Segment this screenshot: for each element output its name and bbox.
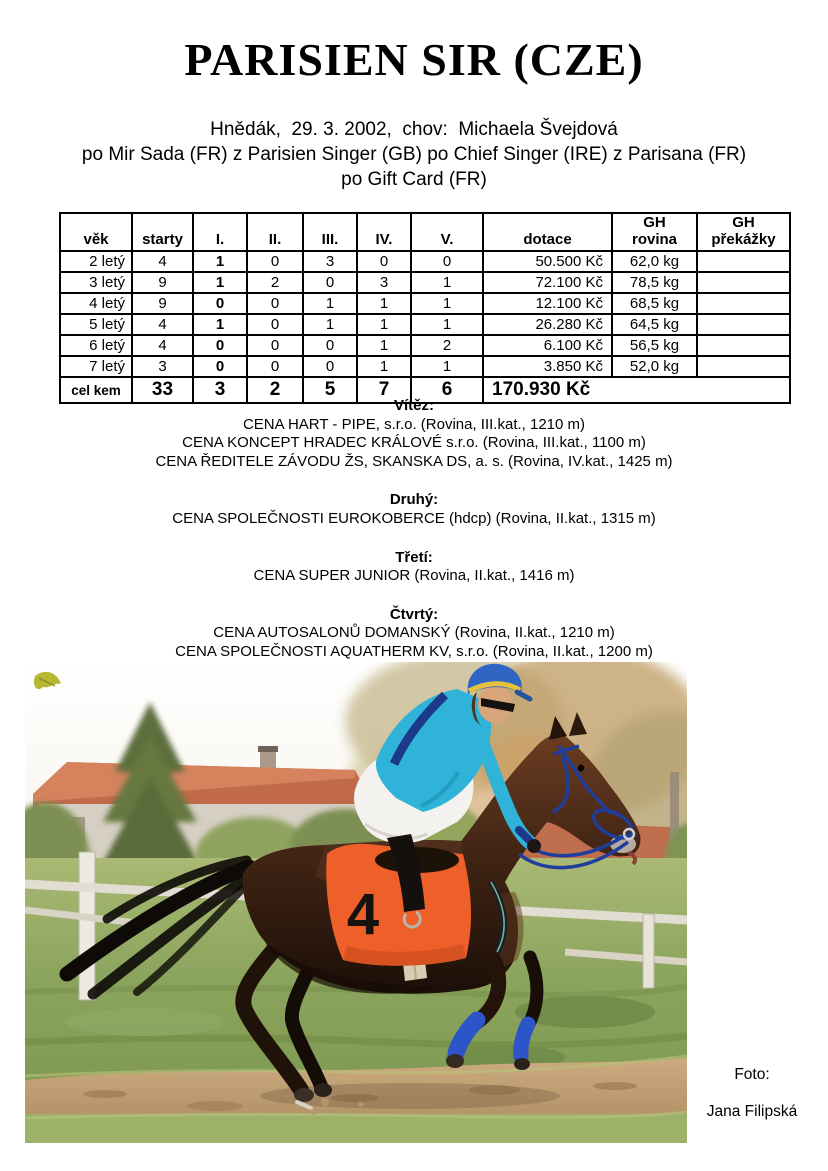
total-first: 3 bbox=[193, 377, 247, 403]
stats-cell: 0 bbox=[247, 251, 303, 272]
section-vitez bbox=[0, 397, 828, 471]
total-label: cel kem bbox=[60, 377, 132, 403]
stats-cell: 0 bbox=[247, 335, 303, 356]
section-ctvrty bbox=[0, 606, 828, 662]
col-header-starty: starty bbox=[132, 213, 193, 251]
total-fifth: 6 bbox=[411, 377, 483, 403]
stats-cell: 1 bbox=[303, 293, 357, 314]
race-results bbox=[0, 397, 828, 662]
stats-cell: 3 letý bbox=[60, 272, 132, 293]
photo-credit bbox=[688, 1066, 816, 1121]
stats-cell: 0 bbox=[193, 335, 247, 356]
pedigree-subtitle bbox=[0, 117, 828, 192]
subtitle-line: Hnědák, 29. 3. 2002, chov: Michaela Švejdová bbox=[210, 119, 618, 140]
stats-cell: 0 bbox=[411, 251, 483, 272]
stats-cell: 0 bbox=[303, 272, 357, 293]
stats-cell: 1 bbox=[193, 272, 247, 293]
photo-credit-name: Jana Filipská bbox=[706, 1103, 798, 1120]
stats-row bbox=[60, 314, 790, 335]
stats-cell: 2 bbox=[247, 272, 303, 293]
section-heading: Třetí: bbox=[395, 548, 433, 566]
stats-cell: 0 bbox=[303, 356, 357, 377]
horse-photo bbox=[25, 662, 687, 1143]
photo-credit-label: Foto: bbox=[734, 1066, 770, 1083]
page-title: PARISIEN SIR (CZE) bbox=[184, 34, 644, 85]
stats-rows bbox=[60, 251, 790, 377]
stats-cell bbox=[697, 272, 790, 293]
col-header-fifth: V. bbox=[411, 213, 483, 251]
stats-cell: 12.100 Kč bbox=[483, 293, 612, 314]
stats-row bbox=[60, 293, 790, 314]
stats-cell: 1 bbox=[357, 314, 411, 335]
stats-cell: 7 letý bbox=[60, 356, 132, 377]
horse-eye bbox=[578, 765, 585, 772]
total-third: 5 bbox=[303, 377, 357, 403]
stats-cell: 0 bbox=[247, 314, 303, 335]
stats-cell: 0 bbox=[193, 293, 247, 314]
col-header-fourth: IV. bbox=[357, 213, 411, 251]
stats-cell: 6 letý bbox=[60, 335, 132, 356]
stats-cell: 26.280 Kč bbox=[483, 314, 612, 335]
stats-cell: 0 bbox=[303, 335, 357, 356]
stats-cell bbox=[697, 335, 790, 356]
stats-cell: 1 bbox=[303, 314, 357, 335]
stats-cell: 0 bbox=[357, 251, 411, 272]
stats-cell: 3 bbox=[132, 356, 193, 377]
stats-cell: 6.100 Kč bbox=[483, 335, 612, 356]
stats-cell: 1 bbox=[411, 272, 483, 293]
col-header-second: II. bbox=[247, 213, 303, 251]
saddle-cloth-number: 4 bbox=[346, 882, 380, 947]
section-druhy bbox=[0, 491, 828, 528]
stats-cell: 50.500 Kč bbox=[483, 251, 612, 272]
col-header-third: III. bbox=[303, 213, 357, 251]
section-heading: Vítěz: bbox=[393, 397, 434, 414]
stats-header bbox=[60, 213, 790, 251]
col-header-vek: věk bbox=[60, 213, 132, 251]
stats-cell: 2 letý bbox=[60, 251, 132, 272]
stats-cell: 72.100 Kč bbox=[483, 272, 612, 293]
stats-cell: 5 letý bbox=[60, 314, 132, 335]
gh-label: GH bbox=[732, 214, 755, 231]
career-stats-table bbox=[59, 212, 791, 404]
stats-cell: 1 bbox=[411, 293, 483, 314]
section-treti bbox=[0, 549, 828, 586]
stats-cell: 4 letý bbox=[60, 293, 132, 314]
stats-cell: 0 bbox=[193, 356, 247, 377]
stats-cell: 1 bbox=[193, 314, 247, 335]
stats-cell: 2 bbox=[411, 335, 483, 356]
total-fourth: 7 bbox=[357, 377, 411, 403]
stats-cell: 52,0 kg bbox=[612, 356, 697, 377]
stats-cell: 4 bbox=[132, 251, 193, 272]
stats-cell: 62,0 kg bbox=[612, 251, 697, 272]
prekazky-label: překážky bbox=[711, 231, 776, 248]
subtitle-line: po Mir Sada (FR) z Parisien Singer (GB) po Chief Singer (IRE) z Parisana (FR) bbox=[81, 144, 747, 165]
rovina-label: rovina bbox=[631, 231, 677, 248]
section-heading: Druhý: bbox=[389, 491, 439, 509]
race-line: CENA SUPER JUNIOR (Rovina, II.kat., 1416 m) bbox=[253, 567, 575, 585]
stats-cell: 56,5 kg bbox=[612, 335, 697, 356]
race-line: CENA AUTOSALONŮ DOMANSKÝ (Rovina, II.kat., 1210 m) bbox=[213, 624, 615, 642]
total-dotace: 170.930 Kč bbox=[483, 377, 790, 403]
stats-cell: 64,5 kg bbox=[612, 314, 697, 335]
stats-cell: 1 bbox=[357, 356, 411, 377]
jockey-glove bbox=[527, 839, 541, 853]
stats-cell: 3 bbox=[357, 272, 411, 293]
total-starty: 33 bbox=[132, 377, 193, 403]
stats-cell: 1 bbox=[357, 335, 411, 356]
stats-cell: 1 bbox=[411, 314, 483, 335]
race-line: CENA HART - PIPE, s.r.o. (Rovina, III.kat., 1210 m) bbox=[242, 415, 586, 433]
horse-photo-illustration bbox=[25, 662, 687, 1143]
stats-cell: 1 bbox=[357, 293, 411, 314]
stats-cell: 3 bbox=[303, 251, 357, 272]
race-line: CENA SPOLEČNOSTI EUROKOBERCE (hdcp) (Rovina, II.kat., 1315 m) bbox=[172, 509, 656, 527]
stats-cell bbox=[697, 251, 790, 272]
stats-cell: 4 bbox=[132, 314, 193, 335]
stats-cell: 4 bbox=[132, 335, 193, 356]
stats-cell: 68,5 kg bbox=[612, 293, 697, 314]
stats-cell bbox=[697, 314, 790, 335]
stats-cell bbox=[697, 293, 790, 314]
stats-row bbox=[60, 335, 790, 356]
col-header-dotace: dotace bbox=[483, 213, 612, 251]
stats-cell bbox=[697, 356, 790, 377]
col-header-gh-rovina bbox=[612, 213, 697, 251]
stats-cell: 9 bbox=[132, 293, 193, 314]
stats-cell: 9 bbox=[132, 272, 193, 293]
col-header-first: I. bbox=[193, 213, 247, 251]
stats-row bbox=[60, 272, 790, 293]
stats-cell: 1 bbox=[193, 251, 247, 272]
total-second: 2 bbox=[247, 377, 303, 403]
col-header-gh-prekazky bbox=[697, 213, 790, 251]
section-heading: Čtvrtý: bbox=[389, 605, 439, 623]
stats-cell: 1 bbox=[411, 356, 483, 377]
race-line: CENA ŘEDITELE ZÁVODU ŽS, SKANSKA DS, a. s. (Rovina, IV.kat., 1425 m) bbox=[155, 452, 673, 470]
stats-cell: 0 bbox=[247, 293, 303, 314]
stats-row bbox=[60, 251, 790, 272]
stats-cell: 0 bbox=[247, 356, 303, 377]
stats-cell: 78,5 kg bbox=[612, 272, 697, 293]
race-line: CENA KONCEPT HRADEC KRÁLOVÉ s.r.o. (Rovina, III.kat., 1100 m) bbox=[182, 434, 646, 452]
race-line: CENA SPOLEČNOSTI AQUATHERM KV, s.r.o. (Rovina, II.kat., 1200 m) bbox=[175, 642, 653, 660]
gh-label: GH bbox=[643, 214, 666, 231]
stats-cell: 3.850 Kč bbox=[483, 356, 612, 377]
stats-row bbox=[60, 356, 790, 377]
subtitle-line: po Gift Card (FR) bbox=[341, 169, 487, 190]
